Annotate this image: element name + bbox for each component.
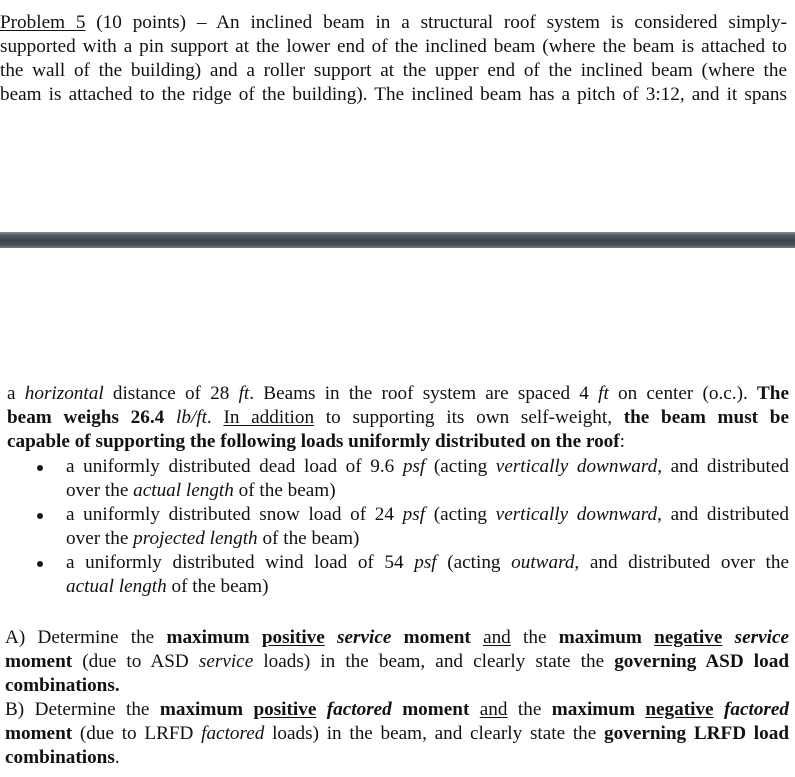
question-b-line-3: combinations. [5,747,120,768]
bullet-icon [37,561,43,567]
intro-line-3: the wall of the building) and a roller support at the upper end of the inclined beam (where the [0,60,787,81]
question-a-line-2: moment (due to ASD service loads) in the beam, and clearly state the governing ASD load [5,651,789,672]
question-a-line-1: A) Determine the maximum positive service moment and the maximum negative service [5,627,789,648]
question-b-line-2: moment (due to LRFD factored loads) in the beam, and clearly state the governing LRFD load [5,723,789,744]
bullet-icon [37,465,43,471]
continuation-line-1: a horizontal distance of 28 ft. Beams in the roof system are spaced 4 ft on center (o.c.). The [7,383,789,404]
bullet-icon [37,513,43,519]
list-item: a uniformly distributed snow load of 24 psf (acting vertically downward, and distributed over the projected length of the beam) [0,503,789,551]
problem-header-line: Problem 5 (10 points) – An inclined beam in a structural roof system is considered simply- [0,12,787,33]
problem-continuation [7,382,789,454]
page-divider [0,232,795,248]
questions [5,626,789,770]
question-b-line-1: B) Determine the maximum positive factored moment and the maximum negative factored [5,699,789,720]
list-item: a uniformly distributed dead load of 9.6 psf (acting vertically downward, and distributed over the actual length of the beam) [0,455,789,503]
continuation-line-3: capable of supporting the following loads uniformly distributed on the roof: [7,431,625,452]
intro-line-4: beam is attached to the ridge of the building). The inclined beam has a pitch of 3:12, and it spans [0,84,787,105]
list-item: a uniformly distributed wind load of 54 psf (acting outward, and distributed over the actual length of the beam) [0,551,789,599]
intro-line-2: supported with a pin support at the lower end of the inclined beam (where the beam is attached to [0,36,787,57]
problem-intro [0,11,787,107]
question-a-line-3: combinations. [5,675,120,696]
load-list [0,455,789,599]
problem-label: Problem 5 [0,12,86,33]
continuation-line-2: beam weighs 26.4 lb/ft. In addition to supporting its own self-weight, the beam must be [7,407,789,428]
